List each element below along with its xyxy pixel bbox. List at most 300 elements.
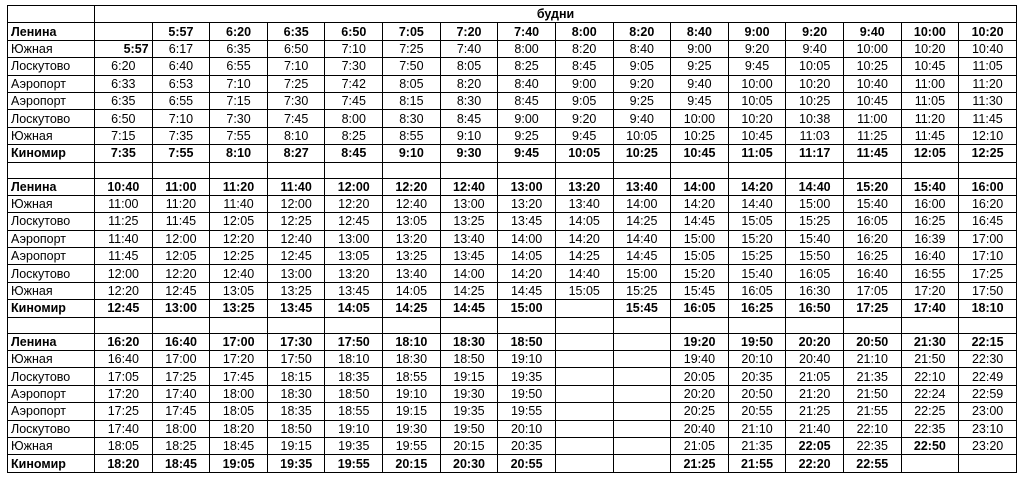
block-spacer-row <box>8 162 1017 178</box>
stop-name: Киномир <box>8 455 95 472</box>
schedule-title: будни <box>95 6 1017 23</box>
departure-time-cell: 18:25 <box>152 437 210 454</box>
departure-time-cell: 14:25 <box>555 248 613 265</box>
departure-time-cell: 23:20 <box>959 437 1017 454</box>
departure-time-cell: 6:35 <box>210 40 268 57</box>
departure-time-cell: 9:20 <box>786 23 844 40</box>
departure-time-cell: 10:00 <box>843 40 901 57</box>
departure-time-cell: 10:20 <box>959 23 1017 40</box>
departure-time-cell: 13:25 <box>210 300 268 317</box>
departure-time-cell: 6:50 <box>325 23 383 40</box>
departure-time-cell: 19:55 <box>498 403 556 420</box>
departure-time-cell: 13:25 <box>383 248 441 265</box>
departure-time-cell: 20:15 <box>440 437 498 454</box>
departure-time-cell: 6:53 <box>152 75 210 92</box>
departure-time-cell: 22:15 <box>959 333 1017 350</box>
departure-time-cell: 19:50 <box>498 385 556 402</box>
departure-time-cell: 12:20 <box>95 282 153 299</box>
departure-time-cell: 6:35 <box>267 23 325 40</box>
departure-time-cell: 7:15 <box>95 127 153 144</box>
departure-time-cell: 14:05 <box>498 248 556 265</box>
departure-time-cell: 14:40 <box>613 230 671 247</box>
departure-time-cell: 13:20 <box>383 230 441 247</box>
departure-time-cell: 16:25 <box>728 300 786 317</box>
departure-time-cell: 8:10 <box>267 127 325 144</box>
departure-time-cell <box>613 455 671 472</box>
stop-row <box>8 248 1017 265</box>
departure-time-cell: 10:05 <box>728 92 786 109</box>
departure-time-cell: 20:55 <box>728 403 786 420</box>
stop-name: Лоскутово <box>8 368 95 385</box>
departure-time-cell: 12:20 <box>152 265 210 282</box>
empty-cell <box>152 162 210 178</box>
departure-time-cell: 11:25 <box>95 213 153 230</box>
departure-time-cell: 16:40 <box>843 265 901 282</box>
departure-time-cell: 20:20 <box>786 333 844 350</box>
departure-time-cell: 16:25 <box>901 213 959 230</box>
departure-time-cell: 8:40 <box>613 40 671 57</box>
departure-time-cell: 12:20 <box>383 178 441 195</box>
departure-time-cell: 17:00 <box>959 230 1017 247</box>
departure-time-cell: 9:00 <box>671 40 729 57</box>
departure-time-cell: 12:40 <box>383 195 441 212</box>
departure-time-cell: 6:33 <box>95 75 153 92</box>
departure-time-cell: 17:05 <box>843 282 901 299</box>
departure-time-cell: 15:20 <box>728 230 786 247</box>
departure-time-cell: 14:40 <box>786 178 844 195</box>
departure-time-cell: 15:40 <box>728 265 786 282</box>
stop-row <box>8 420 1017 437</box>
departure-time-cell: 21:50 <box>843 385 901 402</box>
departure-time-cell: 14:00 <box>498 230 556 247</box>
stop-name: Киномир <box>8 145 95 162</box>
departure-time-cell: 9:00 <box>555 75 613 92</box>
departure-time-cell: 22:35 <box>901 420 959 437</box>
stop-row <box>8 75 1017 92</box>
departure-time-cell: 16:40 <box>901 248 959 265</box>
stop-name: Аэропорт <box>8 75 95 92</box>
departure-time-cell: 11:30 <box>959 92 1017 109</box>
empty-cell <box>383 317 441 333</box>
departure-time-cell: 12:45 <box>152 282 210 299</box>
departure-time-cell: 16:25 <box>843 248 901 265</box>
departure-time-cell <box>555 385 613 402</box>
departure-time-cell: 14:45 <box>671 213 729 230</box>
departure-time-cell: 18:30 <box>440 333 498 350</box>
departure-time-cell: 21:20 <box>786 385 844 402</box>
departure-time-cell: 9:05 <box>555 92 613 109</box>
departure-time-cell: 16:00 <box>959 178 1017 195</box>
departure-time-cell: 22:20 <box>786 455 844 472</box>
departure-time-cell: 14:05 <box>325 300 383 317</box>
departure-time-cell: 12:40 <box>210 265 268 282</box>
departure-time-cell: 9:10 <box>383 145 441 162</box>
departure-time-cell: 18:10 <box>959 300 1017 317</box>
departure-time-cell: 9:20 <box>613 75 671 92</box>
departure-time-cell: 8:10 <box>210 145 268 162</box>
departure-time-cell: 18:50 <box>440 351 498 368</box>
departure-time-cell: 18:05 <box>210 403 268 420</box>
departure-time-cell: 17:00 <box>152 351 210 368</box>
departure-time-cell <box>555 368 613 385</box>
departure-time-cell: 12:05 <box>901 145 959 162</box>
departure-time-cell: 15:05 <box>728 213 786 230</box>
departure-time-cell: 18:00 <box>210 385 268 402</box>
departure-time-cell: 14:00 <box>440 265 498 282</box>
departure-time-cell: 8:27 <box>267 145 325 162</box>
departure-time-cell: 16:05 <box>786 265 844 282</box>
departure-time-cell <box>613 385 671 402</box>
departure-time-cell: 8:00 <box>555 23 613 40</box>
departure-time-cell: 19:50 <box>440 420 498 437</box>
departure-time-cell: 14:45 <box>613 248 671 265</box>
departure-time-cell: 21:35 <box>843 368 901 385</box>
stop-row <box>8 127 1017 144</box>
departure-time-cell: 8:45 <box>440 110 498 127</box>
departure-time-cell: 12:00 <box>267 195 325 212</box>
departure-time-cell: 10:05 <box>613 127 671 144</box>
departure-time-cell: 10:45 <box>843 92 901 109</box>
departure-time-cell: 14:00 <box>613 195 671 212</box>
departure-time-cell: 15:00 <box>786 195 844 212</box>
stop-name: Аэропорт <box>8 385 95 402</box>
departure-time-cell: 10:20 <box>728 110 786 127</box>
departure-time-cell: 17:05 <box>95 368 153 385</box>
departure-time-cell: 11:00 <box>152 178 210 195</box>
departure-time-cell: 17:20 <box>95 385 153 402</box>
departure-time-cell: 12:10 <box>959 127 1017 144</box>
departure-time-cell: 18:30 <box>383 351 441 368</box>
departure-time-cell: 20:20 <box>671 385 729 402</box>
departure-time-cell: 16:40 <box>152 333 210 350</box>
empty-cell <box>95 162 153 178</box>
stop-row <box>8 300 1017 317</box>
departure-time-cell: 12:40 <box>440 178 498 195</box>
departure-time-cell: 11:45 <box>843 145 901 162</box>
departure-time-cell: 9:45 <box>728 58 786 75</box>
departure-time-cell: 20:10 <box>498 420 556 437</box>
departure-time-cell: 21:35 <box>728 437 786 454</box>
departure-time-cell: 10:45 <box>728 127 786 144</box>
empty-cell <box>267 162 325 178</box>
departure-time-cell: 21:05 <box>786 368 844 385</box>
departure-time-cell: 13:25 <box>267 282 325 299</box>
empty-cell <box>440 162 498 178</box>
departure-time-cell: 6:20 <box>95 58 153 75</box>
departure-time-cell: 11:00 <box>843 110 901 127</box>
departure-time-cell: 17:25 <box>152 368 210 385</box>
departure-time-cell <box>555 351 613 368</box>
departure-time-cell <box>555 455 613 472</box>
departure-time-cell: 14:00 <box>671 178 729 195</box>
stop-row <box>8 385 1017 402</box>
departure-time-cell: 6:50 <box>267 40 325 57</box>
stop-row <box>8 282 1017 299</box>
departure-time-cell: 11:45 <box>95 248 153 265</box>
departure-time-cell: 6:55 <box>152 92 210 109</box>
departure-time-cell: 21:05 <box>671 437 729 454</box>
departure-time-cell: 11:05 <box>901 92 959 109</box>
stop-row <box>8 455 1017 472</box>
departure-time-cell: 10:00 <box>901 23 959 40</box>
stop-row <box>8 230 1017 247</box>
stop-row <box>8 92 1017 109</box>
departure-time-cell: 17:45 <box>210 368 268 385</box>
departure-time-cell: 21:50 <box>901 351 959 368</box>
timetable <box>7 5 1017 473</box>
departure-time-cell: 19:10 <box>325 420 383 437</box>
stop-name: Киномир <box>8 300 95 317</box>
stop-row <box>8 195 1017 212</box>
departure-time-cell: 14:05 <box>555 213 613 230</box>
departure-time-cell: 16:50 <box>786 300 844 317</box>
departure-time-cell: 9:40 <box>786 40 844 57</box>
departure-time-cell: 8:40 <box>671 23 729 40</box>
departure-time-cell: 19:30 <box>440 385 498 402</box>
departure-time-cell: 12:00 <box>325 178 383 195</box>
departure-time-cell: 18:20 <box>95 455 153 472</box>
departure-time-cell <box>555 437 613 454</box>
departure-time-cell: 18:05 <box>95 437 153 454</box>
departure-time-cell: 16:05 <box>728 282 786 299</box>
empty-cell <box>152 317 210 333</box>
departure-time-cell: 11:40 <box>267 178 325 195</box>
stop-name: Южная <box>8 437 95 454</box>
departure-time-cell: 13:45 <box>267 300 325 317</box>
empty-cell <box>325 317 383 333</box>
departure-time-cell: 10:40 <box>95 178 153 195</box>
departure-time-cell: 6:50 <box>95 110 153 127</box>
departure-time-cell: 22:50 <box>901 437 959 454</box>
departure-time-cell: 18:35 <box>267 403 325 420</box>
departure-time-cell: 9:25 <box>498 127 556 144</box>
departure-time-cell: 22:10 <box>843 420 901 437</box>
departure-time-cell: 18:00 <box>152 420 210 437</box>
stop-row <box>8 351 1017 368</box>
departure-time-cell: 11:05 <box>728 145 786 162</box>
departure-time-cell: 14:40 <box>728 195 786 212</box>
departure-time-cell: 12:45 <box>267 248 325 265</box>
departure-time-cell: 22:10 <box>901 368 959 385</box>
departure-time-cell: 18:10 <box>325 351 383 368</box>
departure-time-cell: 15:00 <box>498 300 556 317</box>
empty-cell <box>498 317 556 333</box>
departure-time-cell: 9:30 <box>440 145 498 162</box>
stop-name: Южная <box>8 127 95 144</box>
stop-row <box>8 265 1017 282</box>
departure-time-cell: 9:45 <box>671 92 729 109</box>
empty-cell <box>210 317 268 333</box>
departure-time-cell: 11:00 <box>95 195 153 212</box>
departure-time-cell: 8:45 <box>555 58 613 75</box>
empty-cell <box>95 317 153 333</box>
departure-time-cell: 14:05 <box>383 282 441 299</box>
departure-time-cell: 23:10 <box>959 420 1017 437</box>
departure-time-cell: 19:35 <box>440 403 498 420</box>
departure-time-cell: 6:40 <box>152 58 210 75</box>
departure-time-cell: 16:05 <box>843 213 901 230</box>
departure-time-cell: 17:40 <box>901 300 959 317</box>
stop-row <box>8 110 1017 127</box>
departure-time-cell: 19:10 <box>498 351 556 368</box>
departure-time-cell: 8:25 <box>325 127 383 144</box>
departure-time-cell: 14:40 <box>555 265 613 282</box>
departure-time-cell: 15:25 <box>786 213 844 230</box>
departure-time-cell: 12:20 <box>325 195 383 212</box>
departure-time-cell: 12:20 <box>210 230 268 247</box>
departure-time-cell: 7:10 <box>210 75 268 92</box>
departure-time-cell: 19:05 <box>210 455 268 472</box>
departure-time-cell: 13:45 <box>325 282 383 299</box>
stop-name: Лоскутово <box>8 110 95 127</box>
departure-time-cell: 12:25 <box>959 145 1017 162</box>
departure-time-cell: 10:05 <box>786 58 844 75</box>
departure-time-cell: 12:00 <box>95 265 153 282</box>
departure-time-cell: 17:10 <box>959 248 1017 265</box>
departure-time-cell: 11:20 <box>210 178 268 195</box>
departure-time-cell: 19:15 <box>383 403 441 420</box>
empty-cell <box>613 317 671 333</box>
departure-time-cell: 17:25 <box>95 403 153 420</box>
departure-time-cell: 17:40 <box>95 420 153 437</box>
departure-time-cell: 11:40 <box>95 230 153 247</box>
stop-name: Аэропорт <box>8 230 95 247</box>
stop-name: Южная <box>8 351 95 368</box>
departure-time-cell: 8:55 <box>383 127 441 144</box>
departure-time-cell: 9:20 <box>728 40 786 57</box>
departure-time-cell: 18:55 <box>325 403 383 420</box>
departure-time-cell: 17:25 <box>843 300 901 317</box>
departure-time-cell <box>95 23 153 40</box>
departure-time-cell: 9:40 <box>671 75 729 92</box>
departure-time-cell: 11:20 <box>959 75 1017 92</box>
stop-name: Аэропорт <box>8 248 95 265</box>
departure-time-cell: 13:40 <box>383 265 441 282</box>
departure-time-cell: 12:40 <box>267 230 325 247</box>
departure-time-cell: 7:55 <box>210 127 268 144</box>
departure-time-cell: 21:10 <box>843 351 901 368</box>
departure-time-cell: 16:20 <box>959 195 1017 212</box>
departure-time-cell: 18:30 <box>267 385 325 402</box>
departure-time-cell <box>613 333 671 350</box>
departure-time-cell: 15:40 <box>843 195 901 212</box>
departure-time-cell: 13:00 <box>498 178 556 195</box>
departure-time-cell <box>555 420 613 437</box>
departure-time-cell: 8:25 <box>498 58 556 75</box>
departure-time-cell: 19:40 <box>671 351 729 368</box>
departure-time-cell: 10:25 <box>613 145 671 162</box>
departure-time-cell: 19:35 <box>267 455 325 472</box>
departure-time-cell: 16:05 <box>671 300 729 317</box>
departure-time-cell: 9:05 <box>613 58 671 75</box>
departure-time-cell: 10:40 <box>843 75 901 92</box>
stop-row <box>8 23 1017 40</box>
departure-time-cell: 14:20 <box>498 265 556 282</box>
departure-time-cell: 14:20 <box>728 178 786 195</box>
departure-time-cell: 22:35 <box>843 437 901 454</box>
departure-time-cell: 22:05 <box>786 437 844 454</box>
departure-time-cell: 10:00 <box>671 110 729 127</box>
departure-time-cell: 15:20 <box>843 178 901 195</box>
departure-time-cell: 8:05 <box>383 75 441 92</box>
departure-time-cell: 8:30 <box>440 92 498 109</box>
empty-cell <box>555 162 613 178</box>
departure-time-cell: 17:20 <box>901 282 959 299</box>
departure-time-cell: 13:40 <box>440 230 498 247</box>
departure-time-cell: 9:20 <box>555 110 613 127</box>
departure-time-cell: 22:59 <box>959 385 1017 402</box>
departure-time-cell: 20:55 <box>498 455 556 472</box>
empty-cell <box>786 162 844 178</box>
departure-time-cell: 8:00 <box>325 110 383 127</box>
departure-time-cell: 15:45 <box>671 282 729 299</box>
departure-time-cell: 14:45 <box>440 300 498 317</box>
timetable-sheet <box>7 5 1017 473</box>
departure-time-cell: 14:20 <box>555 230 613 247</box>
departure-time-cell: 14:25 <box>440 282 498 299</box>
empty-cell <box>786 317 844 333</box>
departure-time-cell: 20:40 <box>671 420 729 437</box>
departure-time-cell: 8:45 <box>325 145 383 162</box>
stop-name: Южная <box>8 282 95 299</box>
stop-name: Южная <box>8 195 95 212</box>
departure-time-cell <box>901 455 959 472</box>
departure-time-cell: 13:20 <box>325 265 383 282</box>
departure-time-cell: 15:05 <box>671 248 729 265</box>
departure-time-cell: 19:35 <box>498 368 556 385</box>
departure-time-cell: 8:20 <box>613 23 671 40</box>
departure-time-cell: 13:00 <box>325 230 383 247</box>
departure-time-cell: 7:25 <box>267 75 325 92</box>
departure-time-cell: 19:55 <box>383 437 441 454</box>
departure-time-cell: 18:35 <box>325 368 383 385</box>
departure-time-cell: 21:25 <box>671 455 729 472</box>
departure-time-cell <box>555 333 613 350</box>
stop-row <box>8 437 1017 454</box>
departure-time-cell: 22:25 <box>901 403 959 420</box>
stop-name: Ленина <box>8 333 95 350</box>
departure-time-cell: 13:40 <box>555 195 613 212</box>
departure-time-cell: 9:00 <box>728 23 786 40</box>
departure-time-cell: 11:20 <box>901 110 959 127</box>
departure-time-cell: 18:50 <box>325 385 383 402</box>
empty-cell <box>901 162 959 178</box>
stop-row <box>8 368 1017 385</box>
departure-time-cell: 10:25 <box>786 92 844 109</box>
departure-time-cell: 16:30 <box>786 282 844 299</box>
departure-time-cell: 19:30 <box>383 420 441 437</box>
stop-row <box>8 40 1017 57</box>
departure-time-cell: 13:05 <box>210 282 268 299</box>
departure-time-cell: 5:57 <box>95 40 153 57</box>
departure-time-cell: 9:10 <box>440 127 498 144</box>
empty-cell <box>383 162 441 178</box>
departure-time-cell: 21:40 <box>786 420 844 437</box>
stop-name: Лоскутово <box>8 58 95 75</box>
departure-time-cell: 12:05 <box>152 248 210 265</box>
departure-time-cell: 7:15 <box>210 92 268 109</box>
departure-time-cell: 18:45 <box>210 437 268 454</box>
stop-row <box>8 333 1017 350</box>
departure-time-cell: 16:40 <box>95 351 153 368</box>
departure-time-cell: 9:45 <box>498 145 556 162</box>
departure-time-cell: 20:10 <box>728 351 786 368</box>
empty-cell <box>8 162 95 178</box>
departure-time-cell: 13:05 <box>383 213 441 230</box>
departure-time-cell: 13:00 <box>267 265 325 282</box>
departure-time-cell: 6:17 <box>152 40 210 57</box>
departure-time-cell: 7:10 <box>152 110 210 127</box>
